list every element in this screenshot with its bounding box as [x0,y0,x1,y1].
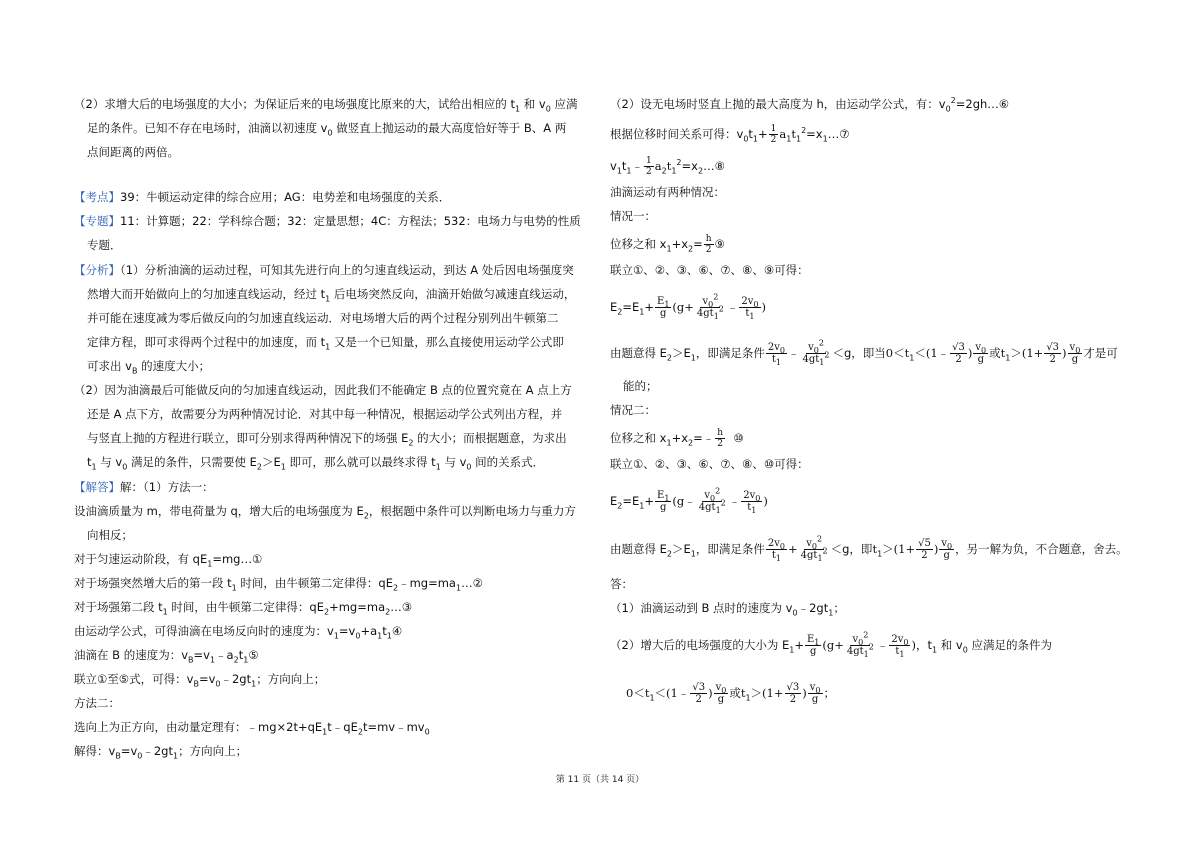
equation-1: 对于匀速运动阶段，有 $qE_1=mg\dots ①$ [74,552,263,569]
fenxi-line: $t_1$ 与 $v_0$ 满足的条件，只需要使 $E_2>E_1$ 即可，那么就可以最终求得 $t_1$ 与 $v_0$ 间的关系式． [87,455,545,472]
question-2-line: （2）求增大后的电场强度的大小；为保证后来的电场强度比原来的大，试给出相应的 $t_1$ 和 $v_0$ 应满 [74,97,578,114]
method-2-line: 解得：$v_B=v_0﹣2gt_1$；方向向上； [74,744,248,761]
jieda-line: 向相反； [87,528,133,542]
right-line: 联立①、②、③、⑥、⑦、⑧、⑩可得： [610,457,809,471]
right-line: 联立①、②、③、⑥、⑦、⑧、⑨可得： [610,263,809,277]
condition-1: 由题意得 $E_2>E_1$，即满足条件 $\frac{2v_0}{t_1}$ ﹣ $\frac{v_0^2}{4gt_1^2}$ ＜g，即当$0<t_1<(1﹣$ $\frac{√3}{2}$ ) $\frac{v_0}{g}$ 或$t_1>(1+$ $\frac{√3}{2}$ ) $\frac{v_0}{g}$ 才是可 [610,338,1118,367]
jieda-tag: 【解答】 [74,480,120,494]
fenxi-line: 还是 A 点下方，故需要分为两种情况讨论．对其中每一种情况，根据运动学公式列出方程，并 [87,407,563,421]
equation-8: $v_1t_1﹣$ $\frac{1}{2}$ $a_2t_1^2=x_2\dots ⑧$ [610,156,725,177]
case-1-heading: 情况一： [610,209,656,223]
method-2-heading: 方法二： [74,696,120,710]
answer-heading: 答： [610,577,633,591]
fenxi-line: 【分析】（1）分析油滴的运动过程，可知其先进行向上的匀速直线运动，到达 A 处后因电场强度突 [74,263,574,277]
kaodian-line: 【考点】39：牛顿运动定律的综合应用；AG：电势差和电场强度的关系． [74,190,451,204]
zhuanti-line: 专题． [87,238,122,252]
fenxi-tag: 【分析】 [74,263,120,277]
case-2-heading: 情况二： [610,403,656,417]
kaodian-tag: 【考点】 [74,190,120,204]
fenxi-line: 与竖直上抛的方程进行联立，即可分别求得两种情况下的场强 $E_2$ 的大小；而根据题意，为求出 [87,431,567,448]
right-line: 能的； [623,379,658,393]
e2-formula-1: $E_2=E_1+$ $\frac{E_1}{g}$ (g+ $\frac{v_0^2}{4gt_1^2}$ ﹣ $\frac{2v_0}{t_1}$ ) [610,292,766,321]
equation-10: 位移之和 $x_1+x_2=﹣$ $\frac{h}{2}$ ⑩ [610,428,744,449]
fenxi-line: （2）因为油滴最后可能做反向的匀加速直线运动，因此我们不能确定 B 点的位置究竟在 A 点上方 [74,383,572,397]
method-2-line: 选向上为正方向，由动量定理有：$﹣mg\times 2t+qE_1t﹣qE_2t=mv﹣mv_0$ [74,720,430,737]
question-2-line: 足的条件。已知不存在电场时，油滴以初速度 $v_0$ 做竖直上抛运动的最大高度恰好等于 B、A 两 [87,121,567,138]
equation-7: 根据位移时间关系可得：$v_0t_1+$ $\frac{1}{2}$ $a_1t_1^2=x_1\dots ⑦$ [610,124,850,145]
page-footer: 第 11 页（共 14 页） [555,775,645,785]
right-line: 油滴运动有两种情况： [610,185,725,199]
right-line: （2）设无电场时竖直上抛的最大高度为 h，由运动学公式，有：$v_0^2=2gh\dots ⑥$ [610,96,1010,114]
zhuanti-tag: 【专题】 [74,214,120,228]
zhuanti-line: 【专题】11：计算题；22：学科综合题；32：定量思想；4C：方程法；532：电场力与电势的性质 [74,214,581,228]
jieda-line: 设油滴质量为 m，带电荷量为 q，增大后的电场强度为 $E_2$，根据题中条件可以判断电场力与重力方 [74,504,576,521]
answer-1: （1）油滴运动到 B 点时的速度为 $v_0﹣2gt_1$； [610,601,845,618]
fenxi-line: 并可能在速度减为零后做反向的匀加速直线运动．对电场增大后的两个过程分别列出牛顿第二 [87,311,559,325]
e2-formula-2: $E_2=E_1+$ $\frac{E_1}{g}$ (g﹣ $\frac{v_0^2}{4gt_1^2}$ ﹣ $\frac{2v_0}{t_1}$ ) [610,486,768,515]
jieda-line: 【解答】解：（1）方法一： [74,480,214,494]
equation-6: 联立①至⑤式，可得：$v_B=v_0﹣2gt_1$；方向向上； [74,672,326,689]
equation-9: 位移之和 $x_1+x_2=$ $\frac{h}{2}$ ⑨ [610,234,725,255]
question-2-line: 点间距离的两倍。 [87,145,179,159]
answer-2-condition: $0<t_1<(1﹣$ $\frac{√3}{2}$ ) $\frac{v_0}{g}$ 或$t_1>(1+$ $\frac{√3}{2}$ ) $\frac{v_0}{g}$ ； [626,682,835,705]
equation-3: 对于场强第二段 $t_1$ 时间，由牛顿第二定律得：$qE_2+mg=ma_2\dots ③$ [74,600,413,617]
fenxi-line: 然增大而开始做向上的匀加速直线运动，经过 $t_1$ 后电场突然反向，油滴开始做匀减速直线运动， [87,287,576,304]
fenxi-line: 定律方程，即可求得两个过程中的加速度，而 $t_1$ 又是一个已知量，那么直接使用运动学公式即 [87,335,564,352]
condition-2: 由题意得 $E_2>E_1$，即满足条件 $\frac{2v_0}{t_1}$ + $\frac{v_0^2}{4gt_1^2}$ ＜g，即$t_1>(1+$ $\frac{√5}{2}$ ) $\frac{v_0}{g}$ ，另一解为负，不合题意，舍去。 [610,534,1128,563]
answer-2: （2）增大后的电场强度的大小为 $E_1+$ $\frac{E_1}{g}$ (g+ $\frac{v_0^2}{4gt_1^2}$ ﹣ $\frac{2v_0}{t_1}$ )，$t_1$ 和 $v_0$ 应满足的条件为 [610,630,1052,659]
equation-5: 油滴在 B 的速度为：$v_B=v_1﹣a_2t_1⑤$ [74,648,259,665]
equation-4: 由运动学公式，可得油滴在电场反向时的速度为：$v_1=v_0+a_1t_1④$ [74,624,403,641]
equation-2: 对于场强突然增大后的第一段 $t_1$ 时间，由牛顿第二定律得：$qE_2﹣mg=ma_1\dots ②$ [74,576,483,593]
fenxi-line: 可求出 $v_B$ 的速度大小； [87,359,211,376]
